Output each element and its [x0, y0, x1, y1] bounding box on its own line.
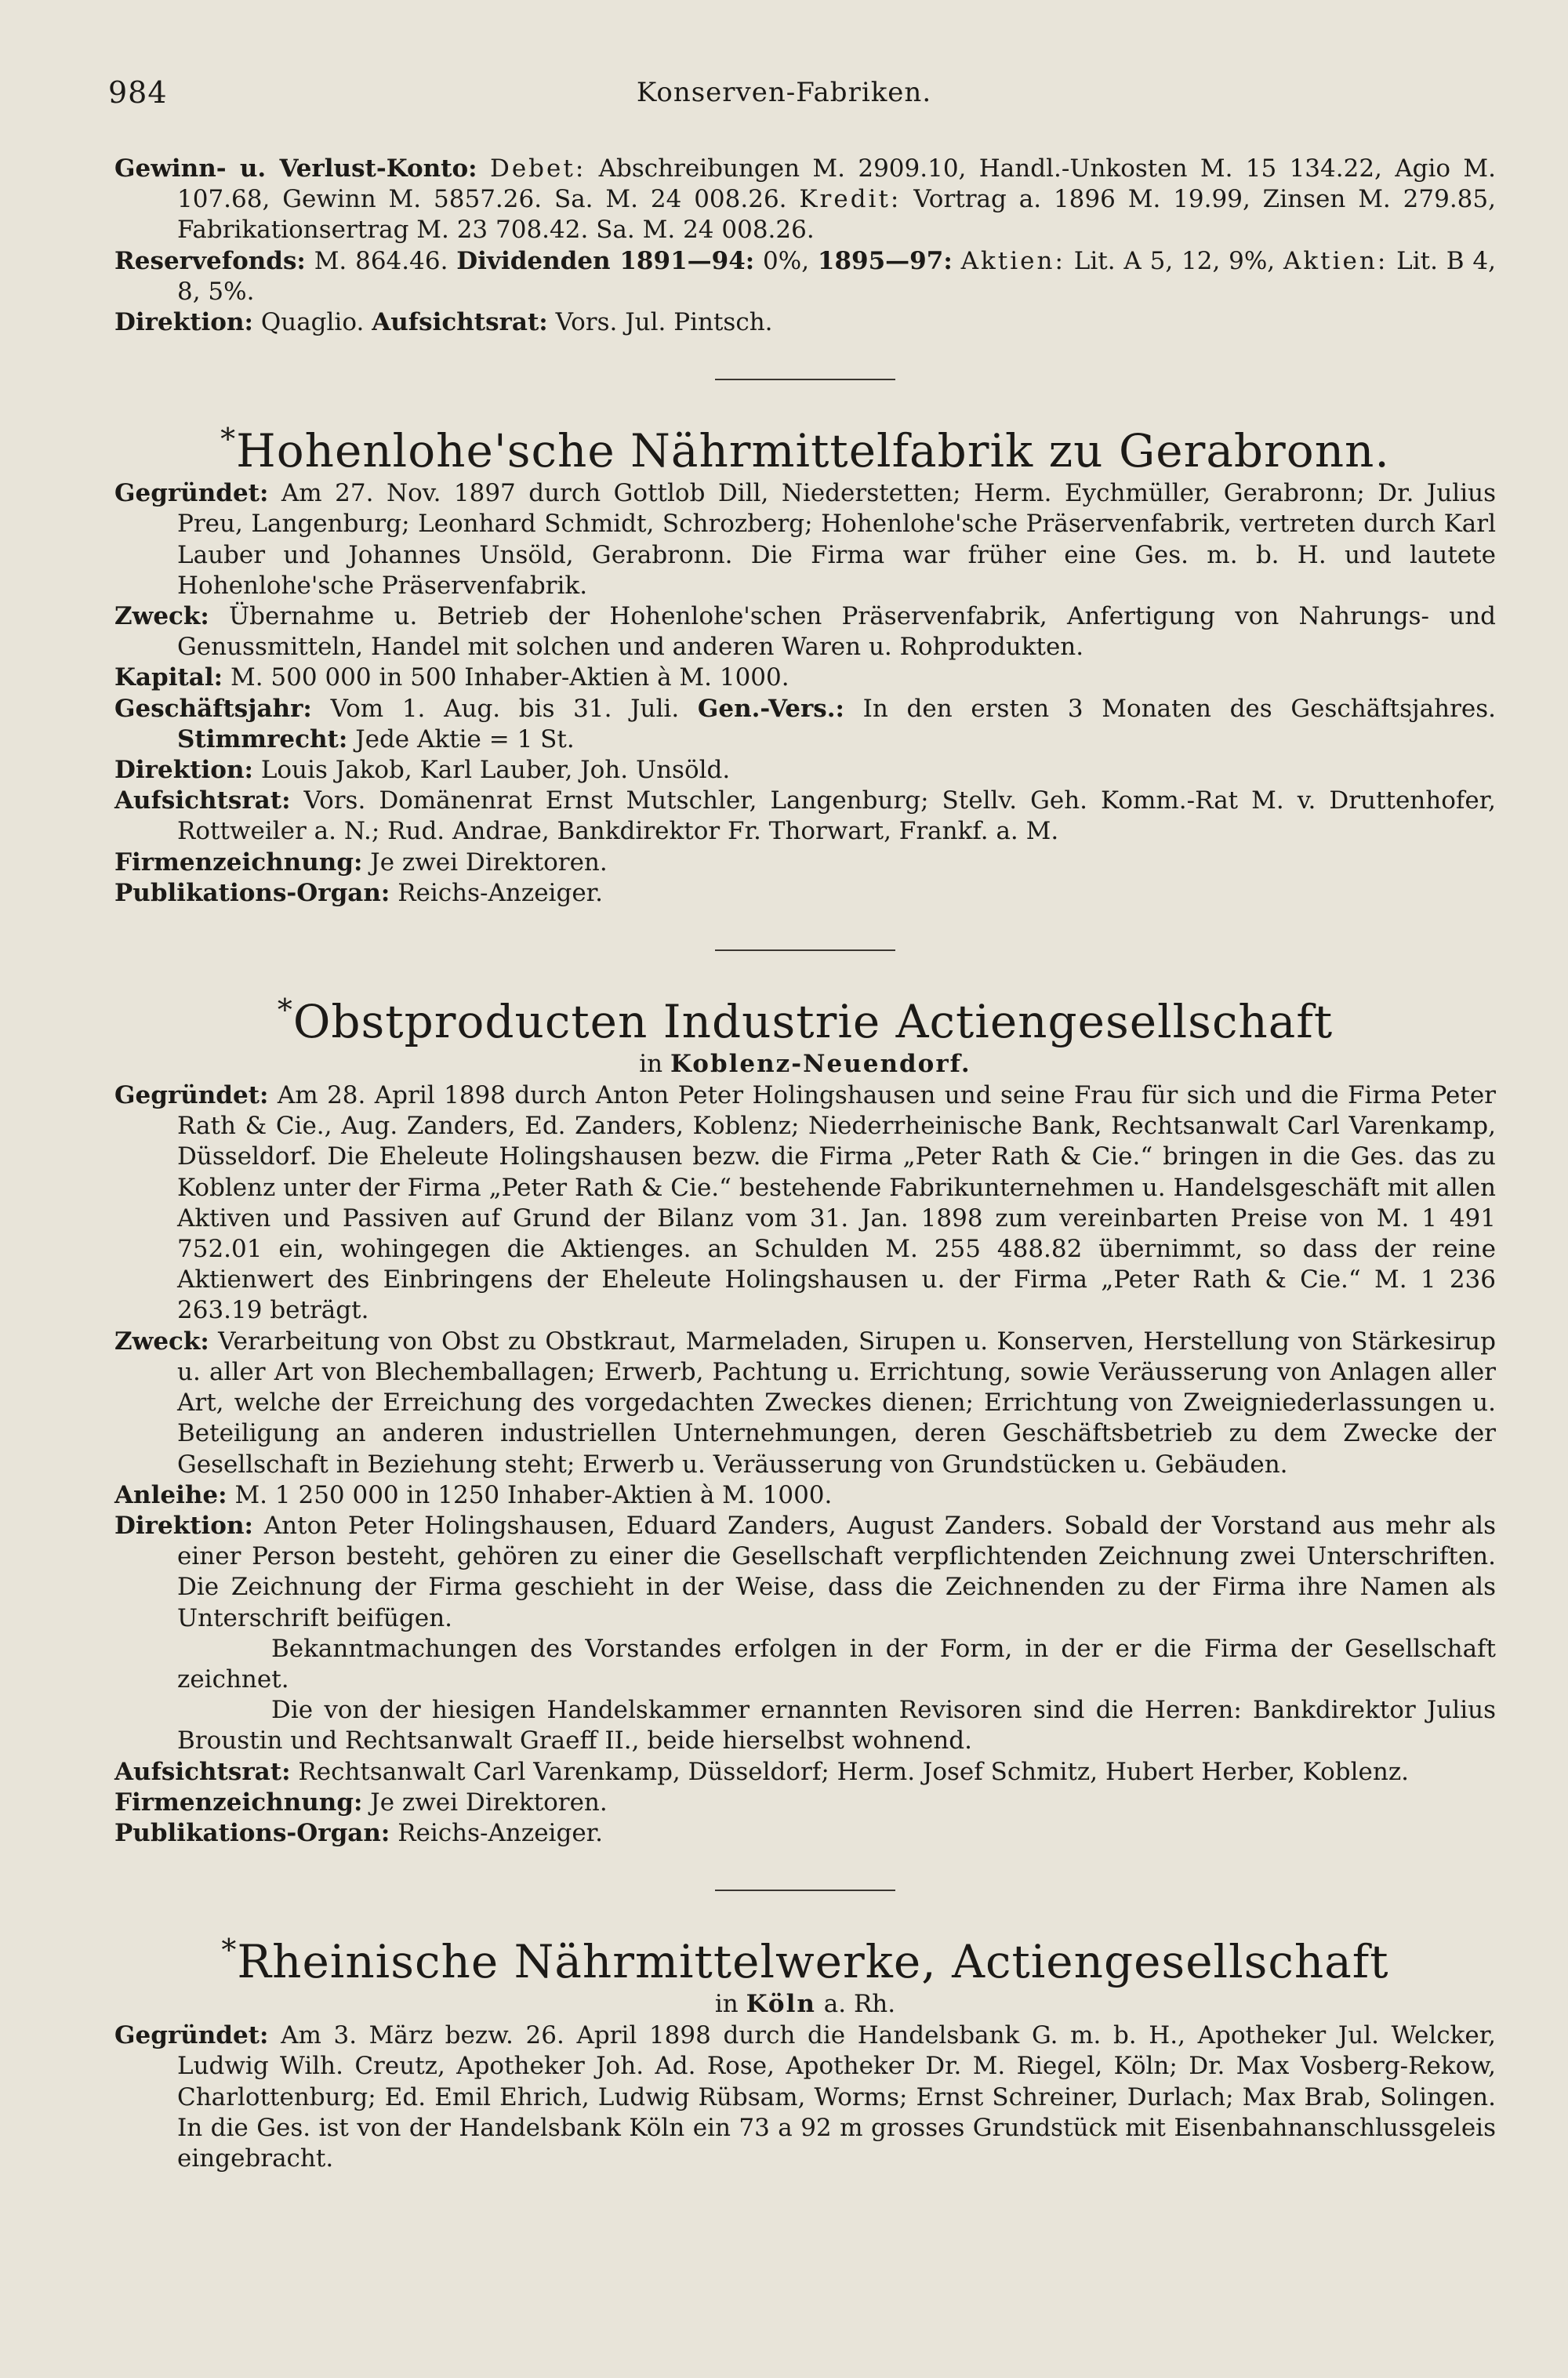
- entry-label: Aufsichtsrat:: [114, 786, 291, 815]
- entry-label: Direktion:: [114, 756, 253, 785]
- company-name: Rheinische Nährmittelwerke, Actiengesellschaft: [237, 1935, 1389, 1989]
- running-head: Konserven-Fabriken.: [636, 77, 932, 108]
- profit-loss-account: [114, 154, 1496, 246]
- auditors-paragraph: [114, 1695, 1496, 1756]
- entry-text: Reichs-Anzeiger.: [397, 878, 603, 907]
- entry-text: Lit. A 5, 12, 9%,: [1073, 246, 1276, 275]
- company-title: [114, 412, 1496, 478]
- purpose-entry: [114, 1327, 1496, 1480]
- company-location: [114, 1989, 1496, 2019]
- entry-label: Stimmrecht:: [177, 724, 348, 753]
- kredit-text: Vortrag a. 1896 M. 19.99, Zinsen M. 279.85, Fabrikationsertrag M. 23 708.42. Sa. M. 24 008.26.: [177, 185, 1496, 245]
- location-city: Köln: [746, 1990, 816, 2019]
- management-entry: [114, 1511, 1496, 1634]
- entry-label: Gegründet:: [114, 2021, 269, 2050]
- capital-entry: [114, 663, 1496, 693]
- entry-text: Je zwei Direktoren.: [370, 1788, 608, 1817]
- entry-text: Bekanntmachungen des Vorstandes erfolgen in der Form, in der er die Firma der Gesellschaft zeichnet.: [177, 1634, 1496, 1694]
- entry-label: Anleihe:: [114, 1480, 227, 1509]
- founded-entry: [114, 2020, 1496, 2174]
- entry-label: 1895—97:: [817, 246, 953, 275]
- company-entry: [114, 982, 1496, 1849]
- entry-text: M. 1 250 000 in 1250 Inhaber-Aktien à M. 1000.: [234, 1480, 833, 1509]
- entry-label: Direktion:: [114, 1511, 253, 1540]
- entry-label: Direktion:: [114, 308, 253, 337]
- debet-label: Debet:: [489, 154, 586, 183]
- star-marker: *: [220, 422, 237, 457]
- entry-label: Kapital:: [114, 663, 223, 692]
- location-suffix: a. Rh.: [823, 1990, 896, 2019]
- management-entry: [114, 755, 1496, 786]
- entry-label: Firmenzeichnung:: [114, 848, 363, 877]
- entry-label: Dividenden 1891—94:: [456, 246, 755, 275]
- entry-text: Vors. Jul. Pintsch.: [555, 308, 773, 337]
- entry-label: Aktien:: [960, 246, 1065, 275]
- company-location: [114, 1049, 1496, 1079]
- entry-text: Louis Jakob, Karl Lauber, Joh. Unsöld.: [260, 756, 731, 785]
- entry-text: Am 3. März bezw. 26. April 1898 durch die Handelsbank G. m. b. H., Apotheker Jul. Welcker, Ludwig Wilh. Creutz, Apotheker Joh. Ad. Rose, Apotheker Dr. M. Riegel, Köln; Dr. Max Vosberg-Rekow, Charlottenburg; Ed. Emil Ehrich, Ludwig Rübsam, Worms; Ernst Schreiner, Durlach; Max Brab, Solingen. In die Ges. ist von der Handelsbank Köln ein 73 a 92 m grosses Grundstück mit Eisenbahnanschlussgeleis eingebracht.: [177, 2021, 1496, 2173]
- entry-label: Reservefonds:: [114, 246, 306, 275]
- entry-label: Gegründet:: [114, 1081, 269, 1110]
- section-divider: [715, 949, 895, 951]
- entry-label: Publikations-Organ:: [114, 1818, 390, 1847]
- entry-label: Zweck:: [114, 1327, 209, 1356]
- page-number: 984: [108, 75, 168, 110]
- supervisory-board-entry: [114, 786, 1496, 847]
- entry-text: Übernahme u. Betrieb der Hohenlohe'schen Präservenfabrik, Anfertigung von Nahrungs- und Genussmitteln, Handel mit solchen und anderen Waren u. Rohprodukten.: [177, 602, 1497, 662]
- location-city: Koblenz-Neuendorf.: [670, 1050, 971, 1079]
- signature-entry: [114, 848, 1496, 878]
- entry-label: Firmenzeichnung:: [114, 1788, 363, 1817]
- company-title: [114, 982, 1496, 1049]
- founded-entry: [114, 1080, 1496, 1327]
- company-name: Obstproducten Industrie Actiengesellschaft: [292, 995, 1334, 1049]
- supervisory-board-entry: [114, 1757, 1496, 1788]
- debet-text: Abschreibungen M. 2909.10, Handl.-Unkosten M. 15 134.22, Agio M. 107.68, Gewinn M. 5857.26. Sa. M. 24 008.26.: [177, 154, 1496, 214]
- announcement-paragraph: [114, 1634, 1496, 1695]
- entry-text: Anton Peter Holingshausen, Eduard Zanders, August Zanders. Sobald der Vorstand aus mehr als einer Person besteht, gehören zu einer die Gesellschaft verpflichtenden Zeichnung zwei Unterschriften. Die Zeichnung der Firma geschieht in der Weise, dass die Zeichnenden zu der Firma ihre Namen als Unterschrift beifügen.: [177, 1511, 1496, 1632]
- star-marker: *: [277, 993, 293, 1028]
- entry-text: Jede Aktie = 1 St.: [355, 724, 575, 753]
- section-divider: [715, 1890, 895, 1891]
- signature-entry: [114, 1788, 1496, 1818]
- entry-text: Je zwei Direktoren.: [370, 848, 608, 877]
- entry-text: Rechtsanwalt Carl Varenkamp, Düsseldorf; Herm. Josef Schmitz, Hubert Herber, Koblenz.: [298, 1757, 1410, 1786]
- company-title: [114, 1922, 1496, 1989]
- location-prefix: in: [714, 1990, 739, 2019]
- company-entry: [114, 412, 1496, 909]
- page-content: [114, 154, 1496, 2174]
- location-prefix: in: [639, 1050, 663, 1079]
- publication-entry: [114, 1818, 1496, 1849]
- reserve-dividend-entry: [114, 246, 1496, 307]
- entry-label: Gegründet:: [114, 479, 269, 508]
- entry-text: M. 500 000 in 500 Inhaber-Aktien à M. 1000.: [230, 663, 789, 692]
- entry-text: Vom 1. Aug. bis 31. Juli.: [330, 694, 680, 723]
- entry-text: Am 28. April 1898 durch Anton Peter Holingshausen und seine Frau für sich und die Firma Peter Rath & Cie., Aug. Zanders, Ed. Zanders, Koblenz; Niederrheinische Bank, Rechtsanwalt Carl Varenkamp, Düsseldorf. Die Eheleute Holingshausen bezw. die Firma „Peter Rath & Cie.“ bringen in die Ges. das zu Koblenz unter der Firma „Peter Rath & Cie.“ bestehende Fabrikunternehmen u. Handelsgeschäft mit allen Aktiven und Passiven auf Grund der Bilanz vom 31. Jan. 1898 zum vereinbarten Preise von M. 1 491 752.01 ein, wohingegen die Aktienges. an Schulden M. 255 488.82 übernimmt, so dass der reine Aktienwert des Einbringens der Eheleute Holingshausen u. der Firma „Peter Rath & Cie.“ M. 1 236 263.19 beträgt.: [177, 1081, 1496, 1325]
- purpose-entry: [114, 601, 1496, 663]
- entry-text: Verarbeitung von Obst zu Obstkraut, Marmeladen, Sirupen u. Konserven, Herstellung von Stärkesirup u. aller Art von Blechemballagen; Erwerb, Pachtung u. Errichtung, sowie Veräusserung von Anlagen aller Art, welche der Erreichung des vorgedachten Zweckes dienen; Errichtung von Zweigniederlassungen u. Beteiligung an anderen industriellen Unternehmungen, deren Geschäftsbetrieb zu dem Zwecke der Gesellschaft in Beziehung steht; Erwerb u. Veräusserung von Grundstücken u. Gebäuden.: [177, 1327, 1496, 1479]
- company-name: Hohenlohe'sche Nährmittelfabrik zu Gerabronn.: [236, 424, 1390, 478]
- entry-label: Publikations-Organ:: [114, 878, 390, 907]
- entry-label: Gewinn- u. Verlust-Konto:: [114, 154, 477, 183]
- entry-text: Am 27. Nov. 1897 durch Gottlob Dill, Niederstetten; Herm. Eychmüller, Gerabronn; Dr. Julius Preu, Langenburg; Leonhard Schmidt, Schrozberg; Hohenlohe'sche Präservenfabrik, vertreten durch Karl Lauber und Johannes Unsöld, Gerabronn. Die Firma war früher eine Ges. m. b. H. und lautete Hohenlohe'sche Präservenfabrik.: [177, 479, 1496, 600]
- star-marker: *: [221, 1933, 238, 1968]
- previous-entry: [114, 154, 1496, 338]
- entry-text: Quaglio.: [260, 308, 365, 337]
- kredit-label: Kredit:: [799, 185, 902, 214]
- direktion-entry: [114, 307, 1496, 338]
- page-header: [0, 75, 1568, 122]
- company-entry: [114, 1922, 1496, 2174]
- entry-text: 0%,: [763, 246, 818, 275]
- fiscal-year-entry: [114, 694, 1496, 755]
- entry-label: Aufsichtsrat:: [114, 1757, 291, 1786]
- section-divider: [715, 379, 895, 380]
- entry-label: Aufsichtsrat:: [372, 308, 548, 337]
- entry-label: Aktien:: [1283, 246, 1388, 275]
- entry-text: In den ersten 3 Monaten des Geschäftsjahres.: [862, 694, 1497, 723]
- entry-label: Geschäftsjahr:: [114, 694, 312, 723]
- entry-text: Die von der hiesigen Handelskammer ernannten Revisoren sind die Herren: Bankdirektor Julius Broustin und Rechtsanwalt Graeff II., beide hierselbst wohnend.: [177, 1696, 1496, 1755]
- entry-label: Zweck:: [114, 602, 209, 631]
- entry-text: M. 864.46.: [314, 246, 448, 275]
- founded-entry: [114, 478, 1496, 601]
- entry-text: Reichs-Anzeiger.: [397, 1818, 603, 1847]
- publication-entry: [114, 878, 1496, 909]
- entry-text: Vors. Domänenrat Ernst Mutschler, Langenburg; Stellv. Geh. Komm.-Rat M. v. Druttenhofer, Rottweiler a. N.; Rud. Andrae, Bankdirektor Fr. Thorwart, Frankf. a. M.: [177, 786, 1496, 846]
- entry-label: Gen.-Vers.:: [697, 694, 844, 723]
- loan-entry: [114, 1480, 1496, 1511]
- entry-text: Lit. B 4, 8, 5%.: [177, 246, 1496, 306]
